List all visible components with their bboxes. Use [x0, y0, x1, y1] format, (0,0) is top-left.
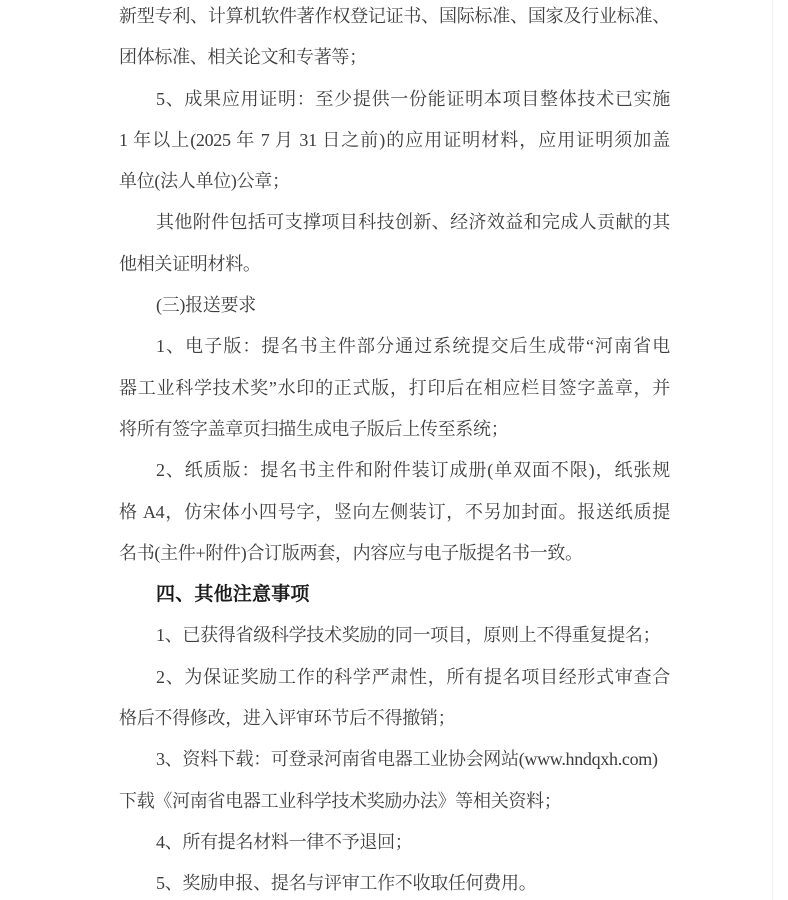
document-line: 名书(主件+附件)合订版两套，内容应与电子版提名书一致。	[119, 542, 583, 563]
document-line: 器工业科学技术奖”水印的正式版，打印后在相应栏目签字盖章，并	[119, 377, 670, 398]
document-line: 3、资料下载：可登录河南省电器工业协会网站(www.hndqxh.com)	[156, 749, 658, 770]
document-line: 2、为保证奖励工作的科学严肃性，所有提名项目经形式审查合	[156, 666, 670, 687]
document-line: 格 A4，仿宋体小四号字，竖向左侧装订，不另加封面。报送纸质提	[119, 501, 670, 522]
document-line: 1 年以上(2025 年 7 月 31 日之前)的应用证明材料，应用证明须加盖	[119, 129, 670, 150]
document-line: 4、所有提名材料一律不予退回；	[156, 831, 413, 852]
document-line: 团体标准、相关论文和专著等；	[119, 47, 367, 68]
document-body	[119, 0, 670, 900]
document-line: 5、奖励申报、提名与评审工作不收取任何费用。	[156, 873, 537, 894]
document-line: 5、成果应用证明：至少提供一份能证明本项目整体技术已实施	[156, 88, 670, 109]
document-line: (三)报送要求	[156, 295, 256, 316]
document-line: 单位(法人单位)公章；	[119, 171, 290, 192]
document-line: 下载《河南省电器工业科学技术奖励办法》等相关资料；	[119, 790, 562, 811]
document-line: 1、已获得省级科学技术奖励的同一项目，原则上不得重复提名；	[156, 625, 661, 646]
document-line: 将所有签字盖章页扫描生成电子版后上传至系统；	[119, 418, 509, 439]
scan-edge-line	[772, 0, 773, 900]
section-heading: 四、其他注意事项	[156, 584, 310, 606]
document-line: 他相关证明材料。	[119, 253, 261, 274]
document-line: 2、纸质版：提名书主件和附件装订成册(单双面不限)，纸张规	[156, 460, 670, 481]
document-line: 其他附件包括可支撑项目科技创新、经济效益和完成人贡献的其	[156, 212, 670, 233]
document-line: 格后不得修改，进入评审环节后不得撤销；	[119, 708, 456, 729]
document-line: 新型专利、计算机软件著作权登记证书、国际标准、国家及行业标准、	[119, 6, 670, 26]
document-line: 1、电子版：提名书主件部分通过系统提交后生成带“河南省电	[156, 336, 670, 357]
